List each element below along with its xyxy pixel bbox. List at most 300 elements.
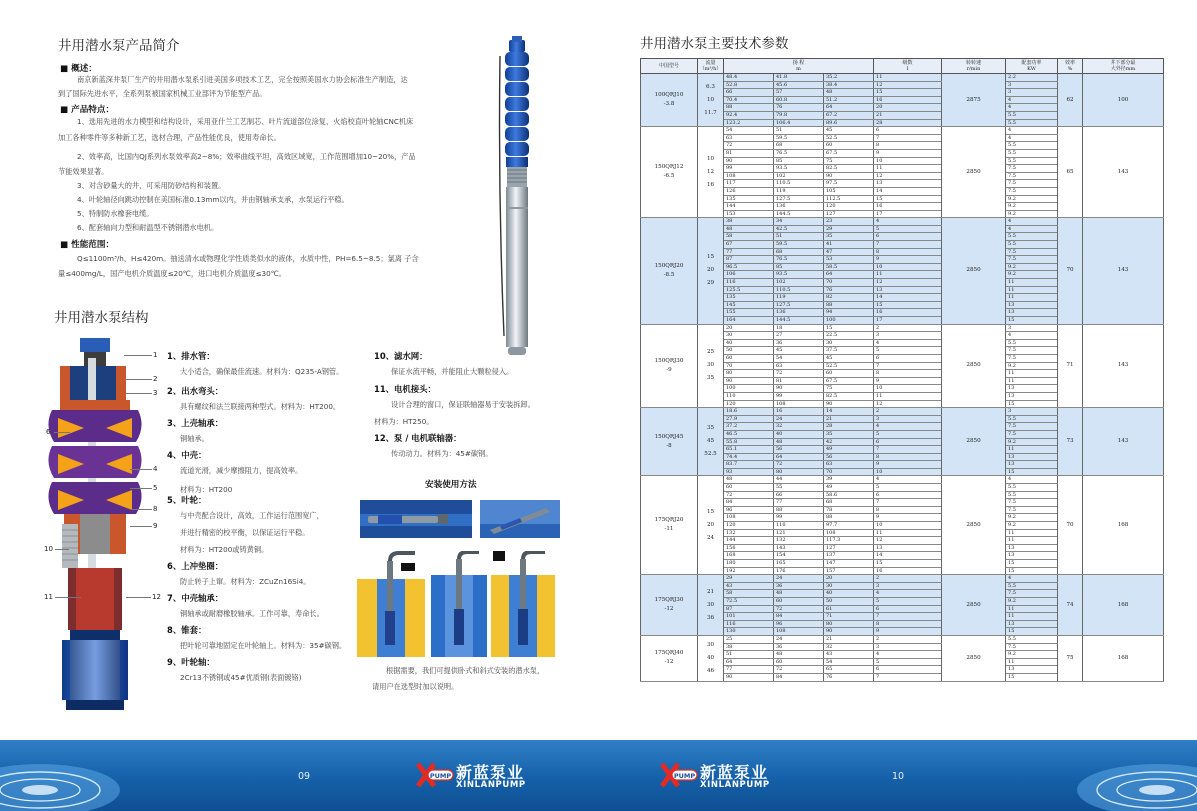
lift-low: 37.2 xyxy=(724,423,774,431)
lift-mid: 59.5 xyxy=(774,134,824,142)
range-line-1: Q≤1100m³/h，H≤420m。抽送清水或物理化学性质类似水的液体，水质中性，PH=6.5~8.5；氯离 子含 xyxy=(77,254,419,263)
lift-mid: 85 xyxy=(774,263,824,271)
lift-high: 105 xyxy=(824,187,874,195)
part-8-desc: 把叶轮可靠地固定在叶轮轴上。材料为：35#碳钢。 xyxy=(180,641,347,650)
stages-cell: 6 xyxy=(874,666,942,674)
lift-high: 94 xyxy=(824,309,874,317)
power-cell: 5.5 xyxy=(1006,233,1058,241)
lift-low: 120 xyxy=(724,522,774,530)
model-cell: 150QRJ12 -6.5 xyxy=(641,127,698,218)
part-6-heading: 6、上冲垫圈： xyxy=(167,561,224,571)
header-flow: 流量 （m³/h） xyxy=(698,59,724,74)
flow-value: 24 xyxy=(706,534,715,541)
part-11 xyxy=(374,383,535,427)
lift-high: 51.2 xyxy=(824,96,874,104)
lift-mid: 59.5 xyxy=(774,241,824,249)
header-eff: 效率 % xyxy=(1058,59,1083,74)
part-7-desc: 铜轴承或耐磨橡胶轴承。工作可靠，寿命长。 xyxy=(180,609,324,618)
lift-mid: 121 xyxy=(774,529,824,537)
flow-cell xyxy=(698,74,724,127)
part-1 xyxy=(167,350,343,377)
lift-high: 112.5 xyxy=(824,195,874,203)
lift-high: 28 xyxy=(824,423,874,431)
lift-low: 30 xyxy=(724,332,774,340)
power-cell: 4 xyxy=(1006,127,1058,135)
stages-cell: 3 xyxy=(874,643,942,651)
power-cell: 11 xyxy=(1006,370,1058,378)
lift-high: 20 xyxy=(824,575,874,583)
lift-high: 48 xyxy=(824,89,874,97)
power-cell: 13 xyxy=(1006,301,1058,309)
power-cell: 7.5 xyxy=(1006,499,1058,507)
power-cell: 13 xyxy=(1006,392,1058,400)
lift-high: 120 xyxy=(824,203,874,211)
lift-mid: 127.5 xyxy=(774,301,824,309)
table-row xyxy=(641,218,1164,226)
lift-low: 153 xyxy=(724,210,774,218)
flow-value: 15 xyxy=(706,508,715,515)
header-speed: 转转速 r/min xyxy=(942,59,1006,74)
spec-group xyxy=(641,408,1164,476)
spec-header-row xyxy=(641,59,1164,74)
part-12-heading: 12、泵 / 电机联轴器： xyxy=(374,433,462,443)
stages-cell: 3 xyxy=(874,415,942,423)
part-9 xyxy=(167,656,302,683)
lift-high: 108 xyxy=(824,529,874,537)
callout-leader-2 xyxy=(124,379,152,380)
model-cell: 150QRJ30 -9 xyxy=(641,324,698,408)
lift-low: 116 xyxy=(724,620,774,628)
lift-high: 52.5 xyxy=(824,134,874,142)
stages-cell: 15 xyxy=(874,195,942,203)
stages-cell: 6 xyxy=(874,354,942,362)
table-row xyxy=(641,635,1164,643)
part-10-desc: 保证水流平畅，并能阻止大颗粒侵入。 xyxy=(391,367,514,376)
lift-low: 145 xyxy=(724,301,774,309)
table-row xyxy=(641,476,1164,484)
lift-high: 82 xyxy=(824,294,874,302)
lift-mid: 99 xyxy=(774,392,824,400)
lift-low: 164 xyxy=(724,317,774,325)
lift-high: 35 xyxy=(824,430,874,438)
lift-high: 64 xyxy=(824,271,874,279)
power-cell: 9.2 xyxy=(1006,597,1058,605)
lift-mid: 106.4 xyxy=(774,119,824,127)
part-2 xyxy=(167,385,340,412)
install-photo-horizontal xyxy=(360,500,472,538)
stages-cell: 4 xyxy=(874,218,942,226)
lift-mid: 72 xyxy=(774,666,824,674)
lift-high: 76 xyxy=(824,673,874,681)
lift-high: 68 xyxy=(824,499,874,507)
stages-cell: 17 xyxy=(874,317,942,325)
stages-cell: 11 xyxy=(874,529,942,537)
lift-high: 76 xyxy=(824,286,874,294)
lift-low: 156 xyxy=(724,544,774,552)
flow-value: 45 xyxy=(706,438,715,445)
lift-low: 88 xyxy=(724,104,774,112)
lift-mid: 76.5 xyxy=(774,149,824,157)
flow-value: 10 xyxy=(706,155,715,162)
power-cell: 4 xyxy=(1006,575,1058,583)
lift-high: 53 xyxy=(824,256,874,264)
stages-cell: 20 xyxy=(874,104,942,112)
stages-cell: 6 xyxy=(874,233,942,241)
lift-mid: 24 xyxy=(774,635,824,643)
lift-low: 58 xyxy=(724,233,774,241)
lift-low: 74.4 xyxy=(724,453,774,461)
badge-text: PUMP xyxy=(673,771,696,780)
lift-high: 41 xyxy=(824,241,874,249)
power-cell: 15 xyxy=(1006,468,1058,476)
lift-low: 60 xyxy=(724,354,774,362)
diameter-cell: 168 xyxy=(1083,635,1164,681)
power-cell: 13 xyxy=(1006,544,1058,552)
lift-low: 110 xyxy=(724,392,774,400)
stages-cell: 9 xyxy=(874,256,942,264)
install-title: 安装使用方法 xyxy=(425,480,477,490)
lift-low: 20 xyxy=(724,324,774,332)
features-heading: ■ 产品特点： xyxy=(60,105,115,115)
overview-line-1: 南京新蓝深井泵厂生产的井用潜水泵系引进美国多项技术工艺，完全按照美国水力协会标准生产制造，达 xyxy=(77,75,408,84)
install-diagram-1 xyxy=(357,551,425,657)
power-cell: 9.2 xyxy=(1006,514,1058,522)
lift-low: 70 xyxy=(724,362,774,370)
power-cell: 7.5 xyxy=(1006,187,1058,195)
lift-mid: 55 xyxy=(774,484,824,492)
lift-mid: 48 xyxy=(774,590,824,598)
lift-mid: 34 xyxy=(774,218,824,226)
power-cell: 11 xyxy=(1006,294,1058,302)
callout-leader-9 xyxy=(130,526,152,527)
lift-low: 54 xyxy=(724,127,774,135)
table-row xyxy=(641,324,1164,332)
speed-cell: 2850 xyxy=(942,408,1006,476)
power-cell: 13 xyxy=(1006,552,1058,560)
power-cell: 11 xyxy=(1006,377,1058,385)
lift-high: 67.5 xyxy=(824,377,874,385)
power-cell: 4 xyxy=(1006,476,1058,484)
header-diam: 井下部分最 大外径mm xyxy=(1083,59,1164,74)
flow-value: 20 xyxy=(706,521,715,528)
lift-high: 89.6 xyxy=(824,119,874,127)
spec-title: 井用潜水泵主要技术参数 xyxy=(640,36,789,52)
callout-leader-3 xyxy=(124,393,152,394)
brand-name-en: XINLANPUMP xyxy=(456,780,526,790)
stages-cell: 2 xyxy=(874,575,942,583)
power-cell: 4 xyxy=(1006,96,1058,104)
stages-cell: 16 xyxy=(874,203,942,211)
stages-cell: 8 xyxy=(874,453,942,461)
lift-low: 120 xyxy=(724,400,774,408)
lift-high: 50 xyxy=(824,597,874,605)
power-cell: 11 xyxy=(1006,446,1058,454)
lift-high: 137 xyxy=(824,552,874,560)
lift-high: 60 xyxy=(824,370,874,378)
part-12 xyxy=(374,432,492,459)
model-cell: 150QRJ45 -8 xyxy=(641,408,698,476)
overview-line-2: 到了国际先进水平，全系列泵被国家机械工业部评为节能型产品。 xyxy=(58,89,267,98)
lift-low: 168 xyxy=(724,552,774,560)
part-1-heading: 1、排水管： xyxy=(167,351,215,361)
brand-name-cn: 新蓝泵业 xyxy=(456,763,525,782)
lift-low: 92.4 xyxy=(724,111,774,119)
range-heading: ■ 性能范围： xyxy=(60,240,115,250)
lift-high: 71 xyxy=(824,613,874,621)
power-cell: 11 xyxy=(1006,605,1058,613)
power-cell: 9.2 xyxy=(1006,438,1058,446)
part-5-heading: 5、叶轮： xyxy=(167,495,207,505)
part-5-desc-3: 材料为：HT200或铸黄铜。 xyxy=(180,545,269,554)
lift-high: 45 xyxy=(824,127,874,135)
power-cell: 11 xyxy=(1006,537,1058,545)
stages-cell: 8 xyxy=(874,620,942,628)
stages-cell: 11 xyxy=(874,392,942,400)
stages-cell: 5 xyxy=(874,430,942,438)
stages-cell: 7 xyxy=(874,362,942,370)
power-cell: 11 xyxy=(1006,279,1058,287)
lift-low: 38 xyxy=(724,218,774,226)
callout-leader-5 xyxy=(130,488,152,489)
efficiency-cell: 62 xyxy=(1058,74,1083,127)
part-4-desc-1: 流道光滑，减少摩擦阻力，提高效率。 xyxy=(180,466,303,475)
lift-low: 58 xyxy=(724,590,774,598)
lift-mid: 44 xyxy=(774,476,824,484)
lift-low: 40 xyxy=(724,339,774,347)
lift-mid: 110 xyxy=(774,522,824,530)
lift-high: 30 xyxy=(824,339,874,347)
part-3-desc: 铜轴承。 xyxy=(180,434,209,443)
lift-high: 82.5 xyxy=(824,165,874,173)
lift-mid: 154 xyxy=(774,552,824,560)
lift-high: 47 xyxy=(824,248,874,256)
part-4 xyxy=(167,449,302,495)
lift-mid: 102 xyxy=(774,172,824,180)
lift-high: 117.3 xyxy=(824,537,874,545)
lift-low: 81 xyxy=(724,149,774,157)
lift-low: 106 xyxy=(724,271,774,279)
xpump-badge-icon xyxy=(660,762,698,788)
lift-low: 93 xyxy=(724,468,774,476)
callout-12: 12 xyxy=(152,593,161,601)
power-cell: 13 xyxy=(1006,620,1058,628)
install-note-1: 根据需要，我们可提供卧式和斜式安装的潜水泵， xyxy=(386,666,545,675)
lift-mid: 51 xyxy=(774,127,824,135)
speed-cell: 2850 xyxy=(942,476,1006,575)
stages-cell: 15 xyxy=(874,560,942,568)
power-cell: 3 xyxy=(1006,408,1058,416)
lift-mid: 42.5 xyxy=(774,225,824,233)
flow-value: 21 xyxy=(706,588,715,595)
power-cell: 4 xyxy=(1006,332,1058,340)
lift-low: 72 xyxy=(724,491,774,499)
power-cell: 13 xyxy=(1006,666,1058,674)
stages-cell: 14 xyxy=(874,187,942,195)
part-6-desc: 防止转子上窜。材料为：ZCuZn16Si4。 xyxy=(180,577,311,586)
callout-6: 6 xyxy=(46,428,51,436)
part-3-heading: 3、上壳轴承： xyxy=(167,418,224,428)
diameter-cell: 100 xyxy=(1083,74,1164,127)
brand-name-cn: 新蓝泵业 xyxy=(700,763,769,782)
flow-value: 12 xyxy=(706,168,715,175)
lift-high: 88 xyxy=(824,301,874,309)
power-cell: 9.2 xyxy=(1006,362,1058,370)
power-cell: 9.2 xyxy=(1006,522,1058,530)
power-cell: 5.5 xyxy=(1006,119,1058,127)
lift-low: 90 xyxy=(724,673,774,681)
lift-low: 52.8 xyxy=(724,81,774,89)
lift-mid: 136 xyxy=(774,203,824,211)
lift-low: 117 xyxy=(724,180,774,188)
part-4-desc-2: 材料为：HT200 xyxy=(180,485,233,494)
lift-low: 99 xyxy=(724,165,774,173)
part-7 xyxy=(167,592,324,619)
lift-low: 108 xyxy=(724,514,774,522)
stages-cell: 9 xyxy=(874,377,942,385)
lift-low: 96.5 xyxy=(724,263,774,271)
lift-mid: 48 xyxy=(774,651,824,659)
callout-4: 4 xyxy=(153,465,158,473)
intro-title: 井用潜水泵产品简介 xyxy=(58,38,180,54)
header-stages: 级数 Ⅰ xyxy=(874,59,942,74)
lift-high: 61 xyxy=(824,605,874,613)
stages-cell: 7 xyxy=(874,673,942,681)
diameter-cell: 143 xyxy=(1083,324,1164,408)
part-9-heading: 9、叶轮轴： xyxy=(167,657,215,667)
lift-low: 43 xyxy=(724,582,774,590)
stages-cell: 6 xyxy=(874,438,942,446)
power-cell: 4 xyxy=(1006,134,1058,142)
power-cell: 7.5 xyxy=(1006,506,1058,514)
lift-mid: 108 xyxy=(774,400,824,408)
stages-cell: 4 xyxy=(874,423,942,431)
lift-high: 43 xyxy=(824,651,874,659)
stages-cell: 3 xyxy=(874,332,942,340)
stages-cell: 12 xyxy=(874,400,942,408)
power-cell: 7.5 xyxy=(1006,354,1058,362)
stages-cell: 10 xyxy=(874,263,942,271)
stages-cell: 10 xyxy=(874,157,942,165)
install-diagram-3 xyxy=(491,551,555,657)
stages-cell: 6 xyxy=(874,605,942,613)
lift-low: 100 xyxy=(724,385,774,393)
lift-low: 66 xyxy=(724,89,774,97)
power-cell: 13 xyxy=(1006,461,1058,469)
model-cell: 175QRJ30 -12 xyxy=(641,575,698,636)
lift-mid: 36 xyxy=(774,339,824,347)
table-row xyxy=(641,408,1164,416)
lift-low: 38 xyxy=(724,643,774,651)
lift-low: 130 xyxy=(724,628,774,636)
lift-mid: 93.5 xyxy=(774,271,824,279)
lift-low: 48 xyxy=(724,225,774,233)
lift-low: 90 xyxy=(724,157,774,165)
lift-mid: 88 xyxy=(774,506,824,514)
part-6 xyxy=(167,560,311,587)
stages-cell: 2 xyxy=(874,324,942,332)
lift-high: 63 xyxy=(824,461,874,469)
power-cell: 3 xyxy=(1006,324,1058,332)
feature-line-8: 6、配套轴向力型和耐温型不锈钢潜水电机。 xyxy=(77,223,219,232)
lift-mid: 80 xyxy=(774,468,824,476)
power-cell: 7.5 xyxy=(1006,248,1058,256)
flow-value: 52.5 xyxy=(704,451,717,458)
power-cell: 2.2 xyxy=(1006,74,1058,82)
lift-low: 123.2 xyxy=(724,119,774,127)
power-cell: 15 xyxy=(1006,673,1058,681)
part-2-desc: 具有螺纹和法兰联接两种型式。材料为：HT200。 xyxy=(180,402,341,411)
spec-group xyxy=(641,127,1164,218)
callout-leader-10 xyxy=(55,549,69,550)
lift-high: 97.7 xyxy=(824,522,874,530)
lift-low: 116 xyxy=(724,279,774,287)
power-cell: 4 xyxy=(1006,218,1058,226)
power-cell: 9.2 xyxy=(1006,210,1058,218)
lift-mid: 68 xyxy=(774,248,824,256)
stages-cell: 10 xyxy=(874,385,942,393)
feature-line-6: 4、叶轮轴径向跳动控制在美国标准0.13mm以内，并由钢轴承支承，水泵运行平稳。 xyxy=(77,195,349,204)
feature-line-7: 5、特制防水橡套电缆。 xyxy=(77,209,154,218)
header-power: 配套功率 KW xyxy=(1006,59,1058,74)
lift-mid: 84 xyxy=(774,613,824,621)
power-cell: 7.5 xyxy=(1006,172,1058,180)
xpump-badge-icon xyxy=(416,762,454,788)
callout-8: 8 xyxy=(153,505,158,513)
lift-high: 70 xyxy=(824,468,874,476)
lift-mid: 66 xyxy=(774,491,824,499)
lift-high: 49 xyxy=(824,446,874,454)
power-cell: 15 xyxy=(1006,628,1058,636)
lift-high: 56 xyxy=(824,453,874,461)
flow-cell xyxy=(698,575,724,636)
power-cell: 4 xyxy=(1006,104,1058,112)
stages-cell: 7 xyxy=(874,446,942,454)
footer-band xyxy=(0,740,1197,811)
lift-high: 15 xyxy=(824,324,874,332)
callout-1: 1 xyxy=(153,351,158,359)
flow-value: 30 xyxy=(706,362,715,369)
power-cell: 5.5 xyxy=(1006,142,1058,150)
lift-mid: 32 xyxy=(774,423,824,431)
lift-high: 35.2 xyxy=(824,74,874,82)
stages-cell: 13 xyxy=(874,180,942,188)
lift-high: 157 xyxy=(824,567,874,575)
stages-cell: 2 xyxy=(874,635,942,643)
lift-low: 192 xyxy=(724,567,774,575)
lift-mid: 110.5 xyxy=(774,286,824,294)
spec-group xyxy=(641,575,1164,636)
lift-high: 75 xyxy=(824,385,874,393)
diameter-cell: 143 xyxy=(1083,408,1164,476)
model-cell: 175QRJ20 -11 xyxy=(641,476,698,575)
lift-low: 63 xyxy=(724,134,774,142)
stages-cell: 14 xyxy=(874,552,942,560)
lift-low: 65.1 xyxy=(724,446,774,454)
feature-line-2: 加工各种零件等多种新工艺，选材合理，产品性能优良，使用寿命长。 xyxy=(58,133,281,142)
water-drop-right xyxy=(1047,740,1197,811)
model-cell: 100QRJ10 -3.8 xyxy=(641,74,698,127)
lift-high: 60 xyxy=(824,142,874,150)
model-cell: 175QRJ40 -12 xyxy=(641,635,698,681)
diameter-cell: 143 xyxy=(1083,218,1164,324)
stages-cell: 28 xyxy=(874,119,942,127)
lift-low: 83.7 xyxy=(724,461,774,469)
lift-high: 127 xyxy=(824,210,874,218)
lift-mid: 72 xyxy=(774,605,824,613)
speed-cell: 2850 xyxy=(942,324,1006,408)
power-cell: 7.5 xyxy=(1006,643,1058,651)
lift-low: 67 xyxy=(724,241,774,249)
